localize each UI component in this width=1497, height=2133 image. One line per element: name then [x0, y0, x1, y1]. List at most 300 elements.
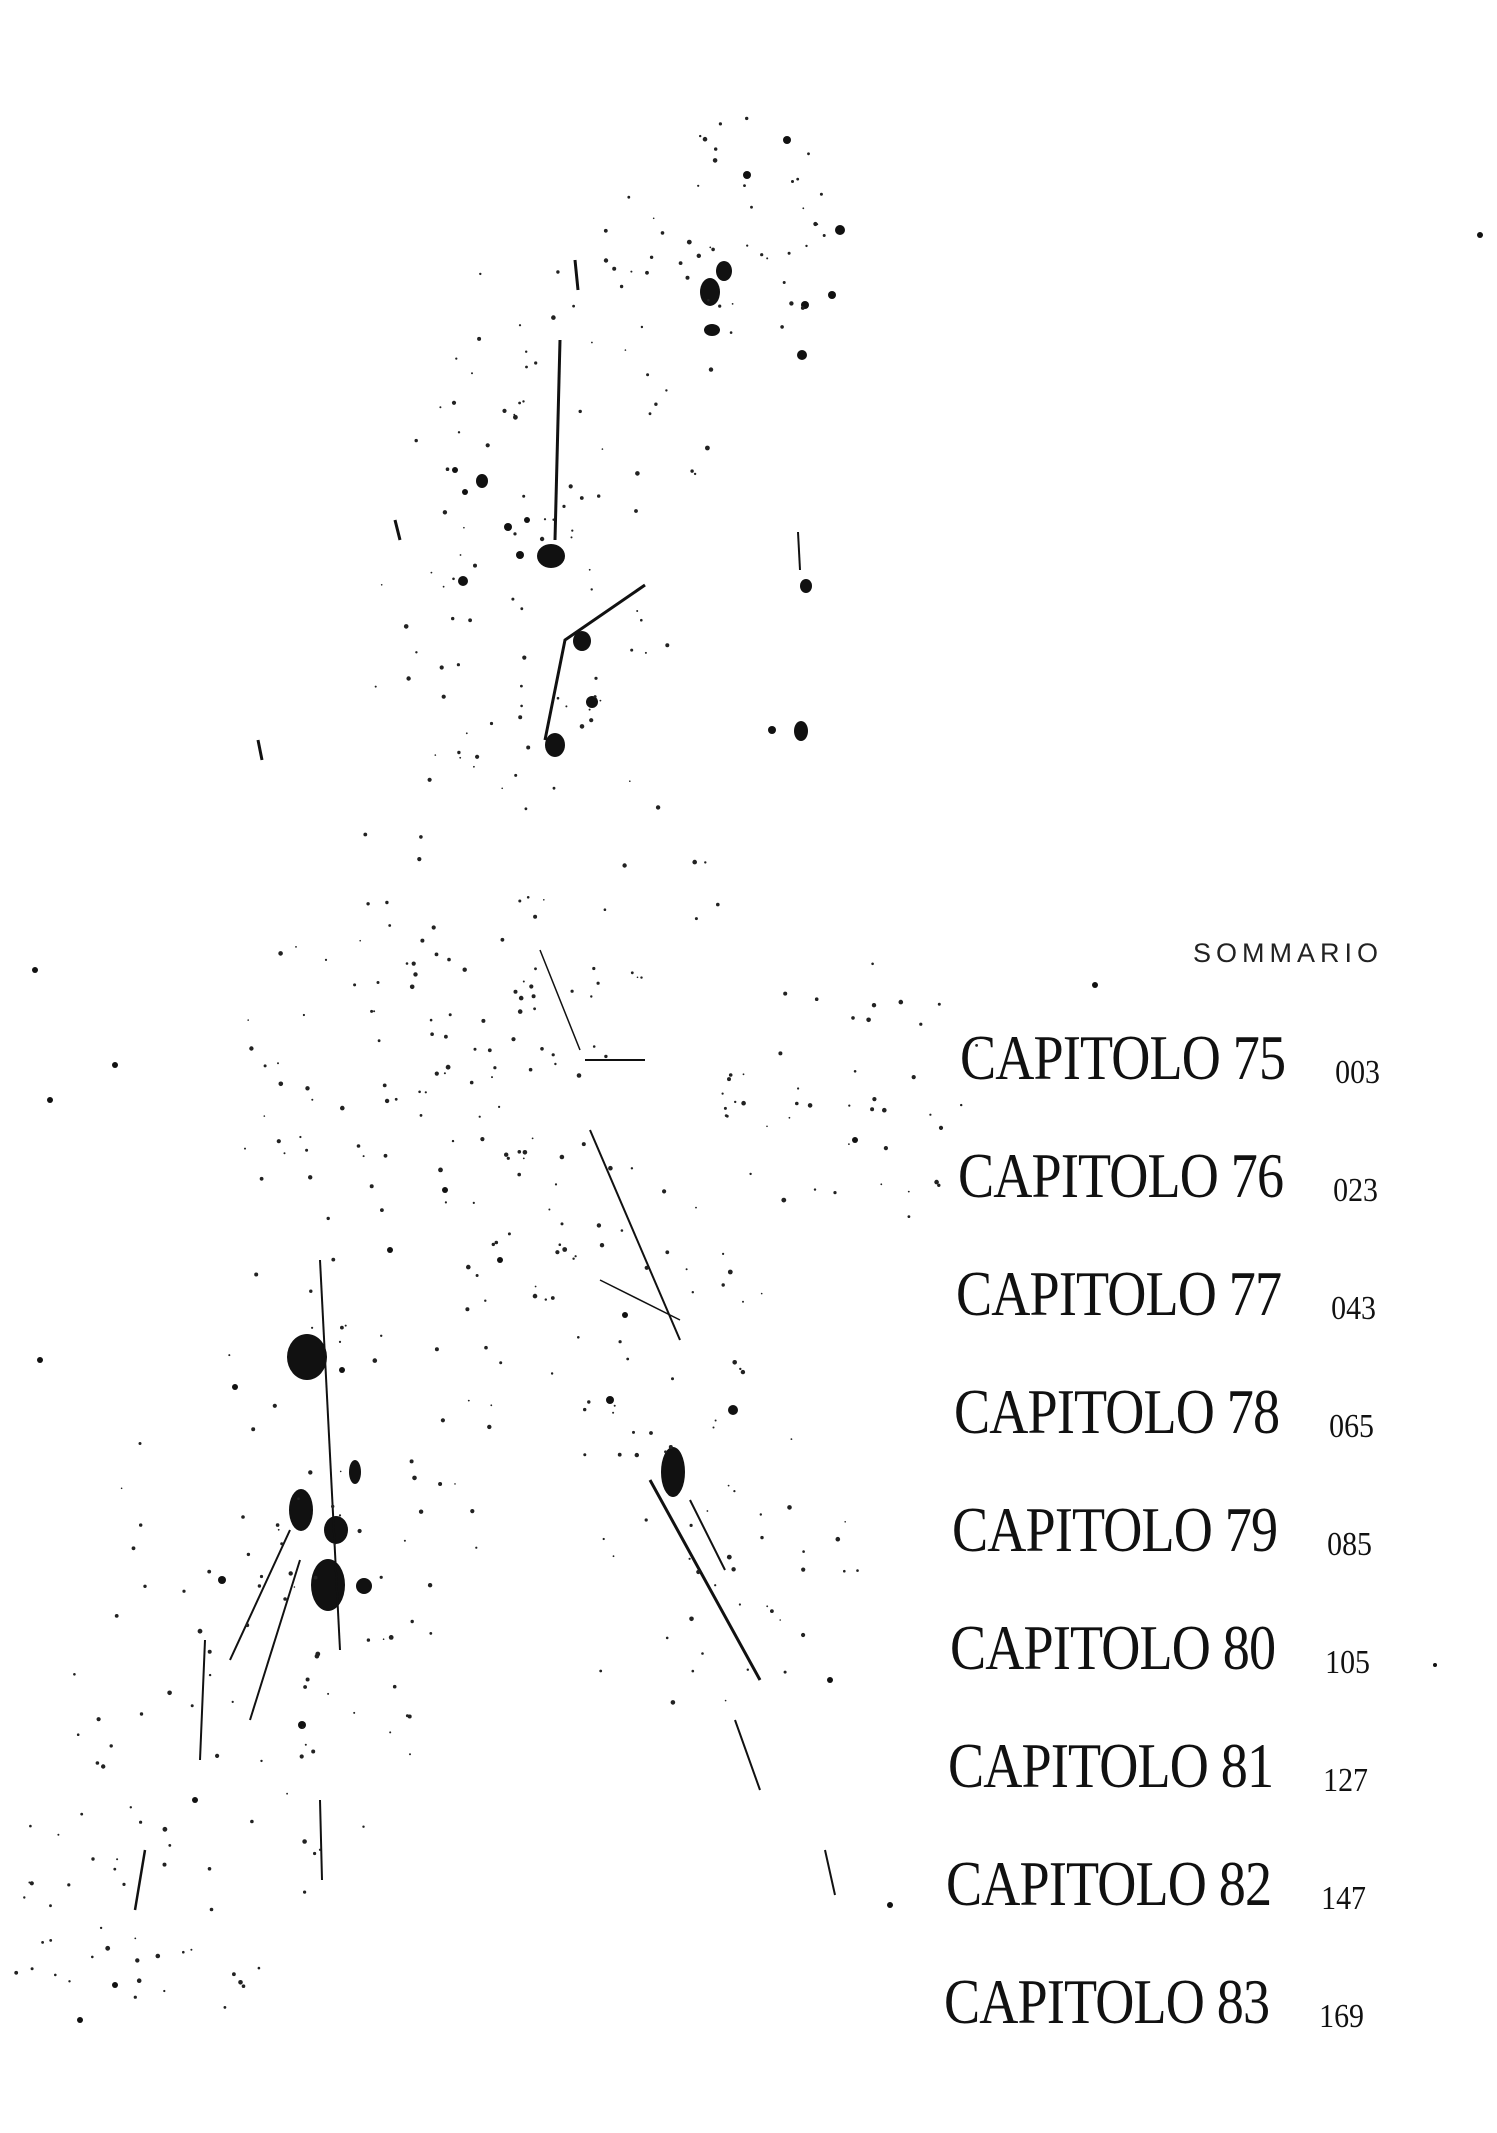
ink-speck — [635, 1453, 639, 1457]
ink-speck — [635, 471, 640, 476]
ink-speck — [333, 1543, 335, 1545]
ink-speck — [689, 1617, 694, 1622]
ink-speck — [833, 1191, 836, 1194]
ink-speck — [264, 1115, 266, 1117]
ink-speck — [692, 860, 697, 865]
ink-speck — [473, 564, 477, 568]
ink-speck — [380, 1576, 383, 1579]
ink-speck — [612, 1412, 614, 1414]
ink-speck — [511, 598, 514, 601]
ink-speck — [463, 527, 465, 529]
ink-speck — [551, 1296, 555, 1300]
ink-speck — [743, 184, 746, 187]
ink-speck — [353, 1712, 355, 1714]
ink-drop — [606, 1396, 614, 1404]
ink-speck — [808, 1103, 813, 1108]
ink-speck — [713, 1427, 715, 1429]
ink-speck — [442, 695, 446, 699]
ink-speck — [507, 1157, 510, 1160]
ink-speck — [313, 1852, 316, 1855]
ink-speck — [264, 1064, 267, 1067]
ink-speck — [778, 1051, 782, 1055]
toc-page-number: 105 — [1325, 1644, 1370, 1681]
ink-speck — [671, 1377, 674, 1380]
ink-speck — [250, 1820, 254, 1824]
ink-speck — [562, 1247, 567, 1252]
toc-chapter-title: CAPITOLO 78 — [954, 1377, 1280, 1447]
ink-speck — [707, 1510, 709, 1512]
ink-speck — [513, 415, 518, 420]
ink-speck — [523, 981, 525, 983]
ink-speck — [420, 939, 424, 943]
ink-speck — [796, 178, 799, 181]
ink-speck — [540, 537, 544, 541]
ink-speck — [692, 1670, 695, 1673]
ink-speck — [454, 1483, 456, 1485]
ink-speck — [91, 1857, 94, 1860]
ink-speck — [314, 1576, 318, 1580]
ink-speck — [54, 1974, 57, 1977]
ink-speck — [444, 1035, 448, 1039]
ink-speck — [191, 1704, 194, 1707]
ink-speck — [156, 1954, 161, 1959]
ink-drop — [797, 350, 807, 360]
ink-speck — [722, 1253, 724, 1255]
ink-drop — [852, 1137, 858, 1143]
ink-speck — [278, 1529, 280, 1531]
ink-speck — [28, 1882, 30, 1884]
ink-speck — [441, 1418, 445, 1422]
toc-page-number: 065 — [1329, 1408, 1374, 1445]
ink-speck — [373, 1010, 375, 1012]
ink-speck — [432, 925, 436, 929]
ink-speck — [743, 1073, 745, 1075]
ink-speck — [722, 1283, 725, 1286]
ink-speck — [408, 1715, 412, 1719]
ink-speck — [727, 1555, 732, 1560]
ink-speck — [254, 1273, 258, 1277]
ink-drop — [112, 1982, 118, 1988]
ink-speck — [412, 1476, 417, 1481]
ink-speck — [518, 900, 521, 903]
ink-speck — [614, 1405, 616, 1407]
ink-speck — [443, 510, 447, 514]
ink-speck — [671, 1700, 676, 1705]
ink-speck — [425, 1091, 427, 1093]
ink-speck — [871, 963, 874, 966]
ink-speck — [554, 1063, 556, 1065]
ink-speck — [182, 1590, 185, 1593]
ink-speck — [514, 990, 518, 994]
toc-entry — [954, 1354, 1374, 1447]
ink-blot — [311, 1559, 345, 1611]
ink-speck — [23, 1896, 25, 1898]
ink-speck — [690, 469, 693, 472]
ink-speck — [207, 1570, 211, 1574]
ink-speck — [650, 256, 653, 259]
ink-speck — [557, 697, 560, 700]
ink-speck — [451, 617, 454, 620]
ink-speck — [560, 1155, 565, 1160]
ink-speck — [631, 971, 634, 974]
ink-speck — [707, 299, 710, 302]
ink-blot — [800, 579, 812, 593]
ink-speck — [370, 1184, 374, 1188]
ink-speck — [459, 757, 461, 759]
ink-speck — [814, 1188, 816, 1190]
ink-speck — [741, 1370, 745, 1374]
ink-speck — [73, 1673, 76, 1676]
ink-speck — [339, 1514, 341, 1516]
toc-chapter-title: CAPITOLO 81 — [948, 1731, 1274, 1801]
ink-speck — [599, 1670, 602, 1673]
ink-speck — [41, 1941, 44, 1944]
ink-drop — [1433, 1663, 1437, 1667]
ink-speck — [499, 1361, 502, 1364]
ink-speck — [465, 1307, 469, 1311]
ink-speck — [373, 1358, 378, 1363]
ink-speck — [395, 1098, 398, 1101]
ink-speck — [583, 1408, 586, 1411]
ink-speck — [801, 306, 805, 310]
ink-drop — [516, 551, 524, 559]
ink-speck — [428, 778, 432, 782]
ink-blot — [289, 1489, 313, 1531]
ink-speck — [366, 902, 369, 905]
ink-speck — [551, 1372, 553, 1374]
ink-speck — [844, 1521, 846, 1523]
ink-speck — [455, 358, 457, 360]
ink-speck — [694, 473, 696, 475]
ink-speck — [302, 1726, 304, 1728]
ink-speck — [168, 1844, 171, 1847]
ink-stroke — [545, 585, 645, 740]
ink-speck — [533, 915, 537, 919]
ink-speck — [908, 1215, 911, 1218]
ink-speck — [696, 1570, 700, 1574]
ink-speck — [522, 656, 526, 660]
ink-speck — [420, 1114, 423, 1117]
ink-speck — [305, 1086, 309, 1090]
ink-speck — [446, 1065, 451, 1070]
ink-drop — [339, 1367, 345, 1373]
ink-speck — [404, 1540, 406, 1542]
ink-speck — [504, 1153, 508, 1157]
ink-speck — [311, 1327, 313, 1329]
ink-speck — [139, 1821, 142, 1824]
ink-stroke — [395, 520, 400, 540]
ink-speck — [695, 1207, 697, 1209]
ink-stroke — [600, 1280, 680, 1320]
ink-speck — [640, 976, 642, 978]
ink-speck — [722, 1093, 724, 1095]
ink-speck — [791, 180, 794, 183]
ink-speck — [325, 959, 327, 961]
ink-speck — [912, 1075, 916, 1079]
ink-speck — [139, 1442, 142, 1445]
ink-stroke — [250, 1560, 300, 1720]
ink-speck — [484, 1346, 488, 1350]
ink-speck — [705, 446, 710, 451]
ink-speck — [452, 1140, 454, 1142]
ink-speck — [523, 1150, 528, 1155]
ink-speck — [327, 1217, 330, 1220]
ink-drop — [47, 1097, 53, 1103]
ink-drop — [1477, 232, 1483, 238]
ink-speck — [105, 1946, 110, 1951]
toc-heading: SOMMARIO — [1193, 938, 1384, 968]
ink-speck — [634, 509, 638, 513]
ink-speck — [100, 1927, 102, 1929]
ink-speck — [848, 1105, 850, 1107]
ink-speck — [714, 1584, 716, 1586]
ink-speck — [535, 1286, 537, 1288]
ink-drop — [497, 1257, 503, 1263]
ink-speck — [97, 1717, 101, 1721]
ink-speck — [703, 137, 708, 142]
ink-speck — [815, 997, 819, 1001]
ink-speck — [340, 1106, 345, 1111]
ink-speck — [419, 835, 423, 839]
ink-speck — [690, 1524, 693, 1527]
toc-chapter-title: CAPITOLO 83 — [944, 1967, 1270, 2037]
ink-speck — [760, 1513, 762, 1515]
ink-speck — [130, 1806, 132, 1808]
ink-stroke — [135, 1850, 145, 1910]
ink-drop — [783, 136, 791, 144]
ink-stroke — [200, 1640, 205, 1760]
ink-speck — [760, 253, 763, 256]
ink-speck — [513, 532, 516, 535]
ink-speck — [742, 1301, 744, 1303]
ink-speck — [783, 992, 787, 996]
ink-speck — [163, 1990, 165, 1992]
ink-speck — [245, 1623, 249, 1627]
ink-speck — [435, 1347, 439, 1351]
ink-speck — [575, 1255, 577, 1257]
ink-blot — [716, 261, 732, 281]
ink-speck — [766, 1605, 768, 1607]
ink-speck — [251, 1427, 255, 1431]
ink-speck — [632, 1431, 635, 1434]
ink-speck — [299, 1136, 301, 1138]
ink-speck — [134, 1996, 137, 1999]
ink-speck — [182, 1951, 185, 1954]
ink-speck — [440, 665, 444, 669]
ink-speck — [190, 1949, 192, 1951]
ink-speck — [238, 1980, 243, 1985]
ink-speck — [713, 158, 718, 163]
ink-speck — [572, 305, 575, 308]
ink-speck — [534, 967, 537, 970]
ink-speck — [480, 1137, 484, 1141]
ink-speck — [856, 1569, 859, 1572]
ink-speck — [363, 833, 367, 837]
ink-speck — [522, 400, 524, 402]
ink-speck — [714, 147, 717, 150]
ink-speck — [430, 1032, 434, 1036]
toc-entry — [944, 1944, 1364, 2037]
toc-page-number: 043 — [1331, 1290, 1376, 1327]
ink-stroke — [230, 1530, 290, 1660]
ink-speck — [241, 1515, 245, 1519]
ink-speck — [471, 372, 473, 374]
ink-speck — [302, 1839, 307, 1844]
ink-speck — [749, 1173, 751, 1175]
ink-stroke — [798, 532, 800, 570]
ink-speck — [529, 984, 533, 988]
ink-speck — [393, 1685, 397, 1689]
ink-speck — [244, 1148, 246, 1150]
ink-drop — [192, 1797, 198, 1803]
ink-blot — [349, 1460, 361, 1484]
ink-speck — [589, 718, 593, 722]
ink-speck — [468, 1400, 470, 1402]
ink-speck — [319, 1849, 321, 1851]
ink-speck — [300, 1754, 304, 1758]
ink-speck — [232, 1701, 234, 1703]
ink-speck — [597, 982, 600, 985]
ink-speck — [545, 1298, 547, 1300]
ink-speck — [686, 276, 690, 280]
ink-speck — [412, 962, 416, 966]
ink-speck — [466, 1265, 471, 1270]
ink-speck — [96, 1761, 100, 1765]
ink-speck — [669, 1445, 673, 1449]
ink-speck — [68, 1980, 70, 1982]
ink-speck — [260, 1760, 262, 1762]
ink-speck — [523, 1158, 525, 1160]
ink-drop — [622, 1312, 628, 1318]
ink-speck — [359, 940, 361, 942]
ink-speck — [57, 1834, 59, 1836]
ink-speck — [734, 1101, 736, 1103]
ink-speck — [295, 946, 297, 948]
ink-speck — [134, 1938, 136, 1940]
ink-speck — [113, 1868, 116, 1871]
ink-speck — [823, 234, 826, 237]
ink-speck — [527, 896, 530, 899]
ink-speck — [520, 685, 523, 688]
ink-speck — [439, 406, 441, 408]
ink-speck — [470, 1509, 474, 1513]
ink-speck — [309, 1290, 312, 1293]
ink-speck — [689, 1558, 691, 1560]
ink-speck — [630, 271, 632, 273]
ink-speck — [715, 1420, 717, 1422]
ink-speck — [508, 1232, 511, 1235]
ink-speck — [31, 1967, 34, 1970]
ink-speck — [357, 1144, 361, 1148]
ink-drop — [768, 726, 776, 734]
ink-speck — [619, 1340, 622, 1343]
ink-speck — [553, 787, 556, 790]
ink-speck — [208, 1867, 212, 1871]
ink-speck — [208, 1650, 212, 1654]
ink-speck — [279, 1082, 284, 1087]
ink-speck — [410, 1459, 414, 1463]
ink-speck — [697, 185, 699, 187]
ink-speck — [484, 1300, 486, 1302]
ink-speck — [367, 1638, 370, 1641]
ink-speck — [646, 373, 649, 376]
ink-speck — [843, 1570, 846, 1573]
toc-chapter-title: CAPITOLO 75 — [960, 1023, 1286, 1093]
ink-speck — [486, 443, 490, 447]
ink-speck — [209, 1674, 211, 1676]
ink-speck — [583, 1453, 586, 1456]
toc-entry — [952, 1472, 1372, 1565]
ink-speck — [665, 1250, 669, 1254]
ink-speck — [938, 1003, 941, 1006]
ink-speck — [438, 1482, 442, 1486]
ink-speck — [730, 331, 733, 334]
ink-blot — [704, 324, 720, 336]
ink-speck — [101, 1764, 105, 1768]
ink-drop — [743, 171, 751, 179]
ink-speck — [428, 1583, 432, 1587]
ink-speck — [593, 1045, 596, 1048]
ink-speck — [880, 1183, 882, 1185]
ink-speck — [419, 1510, 423, 1514]
ink-speck — [589, 569, 591, 571]
ink-speck — [163, 1863, 167, 1867]
ink-speck — [519, 996, 524, 1001]
ink-speck — [571, 530, 573, 532]
ink-speck — [594, 695, 597, 698]
ink-speck — [805, 245, 807, 247]
ink-drop — [462, 489, 468, 495]
ink-speck — [339, 1341, 341, 1343]
ink-speck — [308, 1175, 312, 1179]
ink-speck — [747, 1669, 749, 1671]
ink-speck — [802, 1550, 805, 1553]
ink-speck — [719, 122, 722, 125]
ink-speck — [417, 857, 421, 861]
ink-drop — [504, 523, 512, 531]
ink-speck — [781, 1198, 786, 1203]
ink-speck — [289, 1571, 293, 1575]
ink-speck — [492, 1243, 495, 1246]
ink-speck — [518, 402, 521, 405]
ink-blot — [700, 278, 720, 306]
ink-speck — [410, 985, 415, 990]
ink-speck — [801, 1633, 805, 1637]
ink-speck — [67, 1883, 70, 1886]
ink-speck — [501, 788, 503, 790]
ink-drop — [37, 1357, 43, 1363]
toc-entry — [948, 1708, 1368, 1801]
ink-speck — [687, 240, 692, 245]
ink-speck — [882, 1108, 887, 1113]
ink-speck — [306, 1678, 310, 1682]
ink-drop — [728, 1405, 738, 1415]
toc-page-number: 003 — [1335, 1054, 1380, 1091]
ink-speck — [580, 496, 584, 500]
ink-speck — [787, 1505, 792, 1510]
ink-speck — [807, 152, 810, 155]
toc-chapter-title: CAPITOLO 77 — [956, 1259, 1282, 1329]
ink-speck — [532, 1138, 534, 1140]
ink-speck — [260, 1575, 263, 1578]
ink-speck — [273, 1404, 277, 1408]
ink-speck — [939, 1126, 943, 1130]
ink-speck — [466, 732, 468, 734]
ink-speck — [725, 1700, 727, 1702]
ink-speck — [937, 1184, 940, 1187]
ink-speck — [490, 1404, 492, 1406]
ink-speck — [358, 1529, 362, 1533]
